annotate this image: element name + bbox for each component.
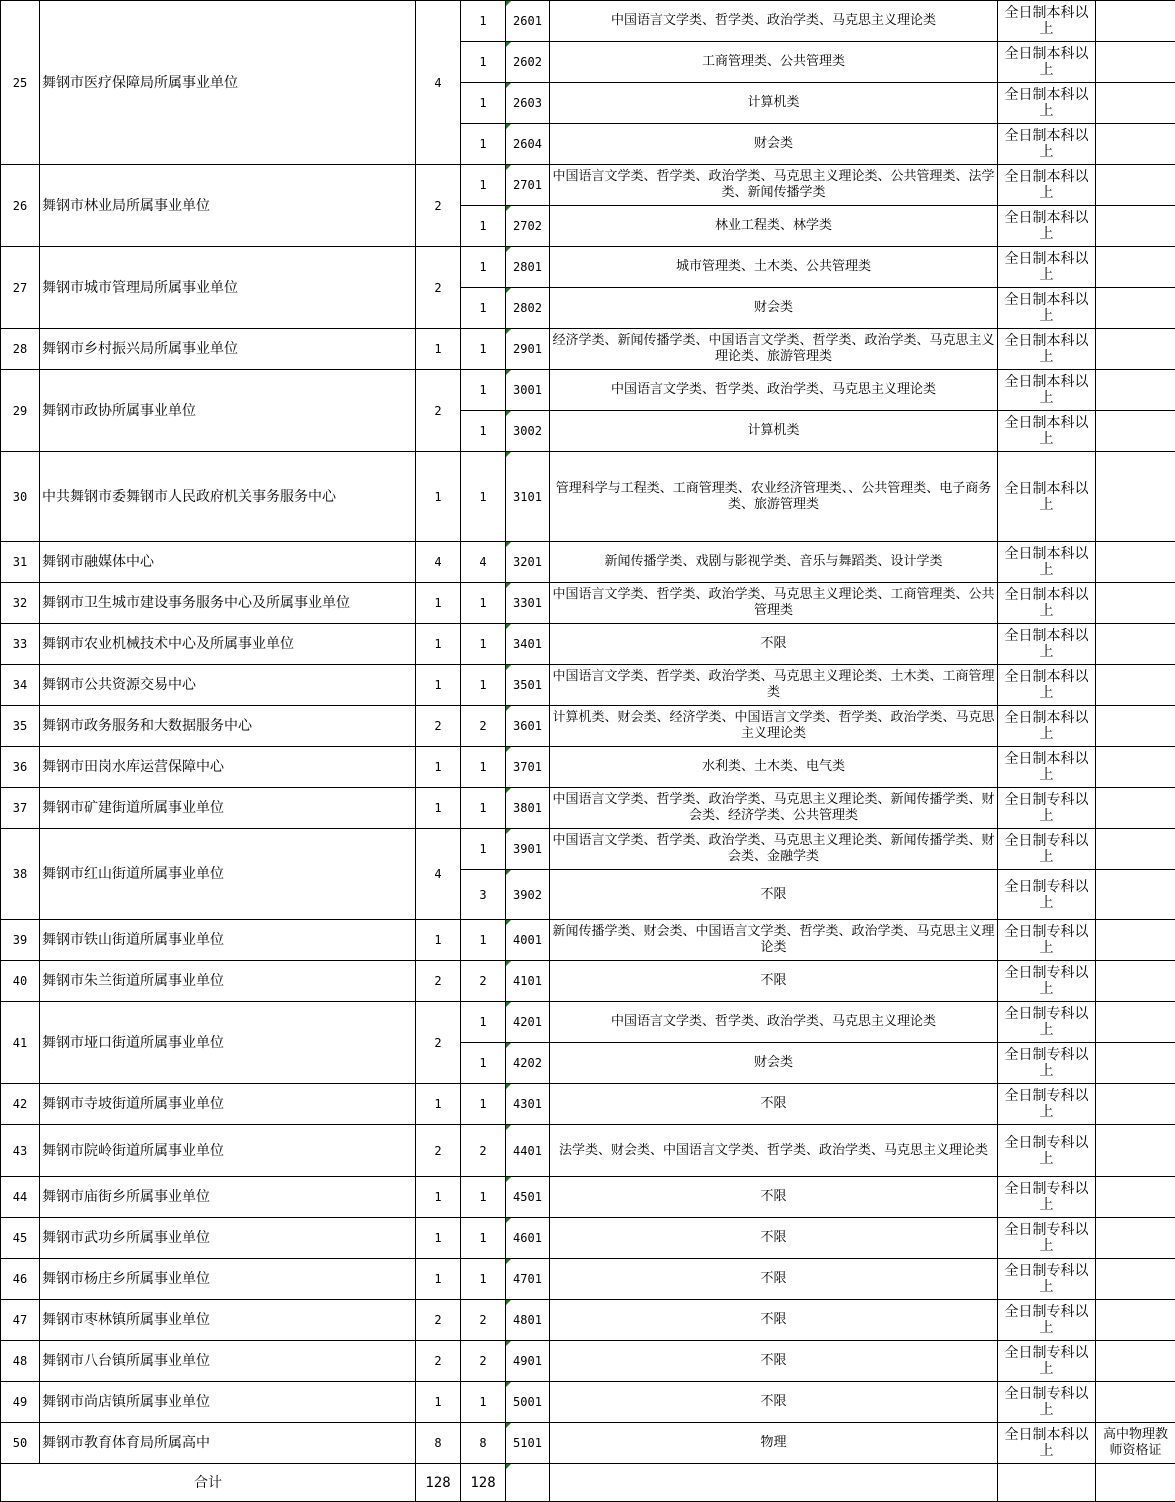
post-note bbox=[1096, 1300, 1175, 1341]
post-count: 1 bbox=[461, 288, 506, 329]
post-note bbox=[1096, 706, 1175, 747]
post-education: 全日制专科以上 bbox=[998, 788, 1096, 829]
unit-total: 1 bbox=[416, 1218, 461, 1259]
post-count: 2 bbox=[461, 961, 506, 1002]
post-note bbox=[1096, 452, 1175, 542]
unit-name: 舞钢市政协所属事业单位 bbox=[40, 370, 416, 452]
post-count: 1 bbox=[461, 411, 506, 452]
post-code: 2901 bbox=[506, 329, 550, 370]
row-number: 38 bbox=[1, 829, 40, 920]
post-education: 全日制专科以上 bbox=[998, 920, 1096, 961]
total-empty-code bbox=[506, 1464, 550, 1502]
post-note bbox=[1096, 583, 1175, 624]
unit-total: 1 bbox=[416, 1177, 461, 1218]
row-number: 40 bbox=[1, 961, 40, 1002]
table-row bbox=[1, 961, 1175, 1002]
post-education: 全日制本科以上 bbox=[998, 583, 1096, 624]
row-number: 30 bbox=[1, 452, 40, 542]
post-note bbox=[1096, 83, 1175, 124]
post-code: 3001 bbox=[506, 370, 550, 411]
table-row bbox=[1, 1259, 1175, 1300]
post-count: 1 bbox=[461, 329, 506, 370]
post-major: 管理科学与工程类、工商管理类、农业经济管理类、、公共管理类、电子商务类、旅游管理类 bbox=[550, 452, 998, 542]
post-education: 全日制专科以上 bbox=[998, 1002, 1096, 1043]
post-note bbox=[1096, 370, 1175, 411]
post-major: 计算机类 bbox=[550, 83, 998, 124]
post-count: 1 bbox=[461, 165, 506, 206]
post-code: 4901 bbox=[506, 1341, 550, 1382]
post-major: 城市管理类、土木类、公共管理类 bbox=[550, 247, 998, 288]
unit-total: 1 bbox=[416, 583, 461, 624]
row-number: 47 bbox=[1, 1300, 40, 1341]
post-major: 中国语言文学类、哲学类、政治学类、马克思主义理论类、新闻传播学类、财会类、经济学类、公共管理类 bbox=[550, 788, 998, 829]
table-row bbox=[1, 1177, 1175, 1218]
unit-total: 2 bbox=[416, 961, 461, 1002]
post-count: 4 bbox=[461, 542, 506, 583]
post-count: 1 bbox=[461, 1259, 506, 1300]
table-row bbox=[1, 706, 1175, 747]
row-number: 26 bbox=[1, 165, 40, 247]
post-count: 1 bbox=[461, 665, 506, 706]
post-count: 1 bbox=[461, 1177, 506, 1218]
total-count: 128 bbox=[461, 1464, 506, 1502]
unit-name: 舞钢市朱兰街道所属事业单位 bbox=[40, 961, 416, 1002]
post-education: 全日制本科以上 bbox=[998, 665, 1096, 706]
row-number: 45 bbox=[1, 1218, 40, 1259]
post-education: 全日制本科以上 bbox=[998, 247, 1096, 288]
post-education: 全日制专科以上 bbox=[998, 1125, 1096, 1177]
unit-total: 2 bbox=[416, 1341, 461, 1382]
post-code: 3401 bbox=[506, 624, 550, 665]
row-number: 32 bbox=[1, 583, 40, 624]
post-major: 林业工程类、林学类 bbox=[550, 206, 998, 247]
post-count: 1 bbox=[461, 1, 506, 42]
post-major: 财会类 bbox=[550, 288, 998, 329]
post-count: 3 bbox=[461, 870, 506, 920]
unit-total: 4 bbox=[416, 1, 461, 165]
post-note bbox=[1096, 829, 1175, 870]
table-row bbox=[1, 165, 1175, 206]
post-note bbox=[1096, 1125, 1175, 1177]
unit-total: 1 bbox=[416, 624, 461, 665]
post-education: 全日制专科以上 bbox=[998, 1259, 1096, 1300]
post-major: 不限 bbox=[550, 1218, 998, 1259]
unit-total: 1 bbox=[416, 920, 461, 961]
unit-total: 2 bbox=[416, 247, 461, 329]
unit-total: 1 bbox=[416, 665, 461, 706]
post-education: 全日制专科以上 bbox=[998, 1084, 1096, 1125]
post-major: 经济学类、新闻传播学类、中国语言文学类、哲学类、政治学类、马克思主义理论类、旅游管理类 bbox=[550, 329, 998, 370]
post-code: 4201 bbox=[506, 1002, 550, 1043]
post-count: 1 bbox=[461, 1002, 506, 1043]
unit-total: 1 bbox=[416, 788, 461, 829]
post-code: 2602 bbox=[506, 42, 550, 83]
post-major: 财会类 bbox=[550, 1043, 998, 1084]
post-count: 1 bbox=[461, 452, 506, 542]
post-education: 全日制本科以上 bbox=[998, 1423, 1096, 1464]
post-major: 不限 bbox=[550, 1341, 998, 1382]
post-note bbox=[1096, 1043, 1175, 1084]
post-note bbox=[1096, 411, 1175, 452]
unit-name: 舞钢市八台镇所属事业单位 bbox=[40, 1341, 416, 1382]
post-education: 全日制本科以上 bbox=[998, 624, 1096, 665]
post-major: 中国语言文学类、哲学类、政治学类、马克思主义理论类 bbox=[550, 370, 998, 411]
post-note bbox=[1096, 788, 1175, 829]
post-code: 4501 bbox=[506, 1177, 550, 1218]
unit-name: 舞钢市政务服务和大数据服务中心 bbox=[40, 706, 416, 747]
post-code: 4001 bbox=[506, 920, 550, 961]
post-count: 1 bbox=[461, 83, 506, 124]
row-number: 33 bbox=[1, 624, 40, 665]
post-education: 全日制本科以上 bbox=[998, 206, 1096, 247]
post-code: 4202 bbox=[506, 1043, 550, 1084]
unit-total: 2 bbox=[416, 370, 461, 452]
row-number: 49 bbox=[1, 1382, 40, 1423]
post-education: 全日制本科以上 bbox=[998, 165, 1096, 206]
post-education: 全日制专科以上 bbox=[998, 829, 1096, 870]
post-count: 2 bbox=[461, 1125, 506, 1177]
post-education: 全日制专科以上 bbox=[998, 1177, 1096, 1218]
table-row bbox=[1, 747, 1175, 788]
unit-name: 舞钢市卫生城市建设事务服务中心及所属事业单位 bbox=[40, 583, 416, 624]
post-major: 不限 bbox=[550, 1259, 998, 1300]
post-note bbox=[1096, 1084, 1175, 1125]
post-code: 2701 bbox=[506, 165, 550, 206]
post-count: 1 bbox=[461, 206, 506, 247]
unit-name: 舞钢市公共资源交易中心 bbox=[40, 665, 416, 706]
table-row bbox=[1, 329, 1175, 370]
post-code: 2702 bbox=[506, 206, 550, 247]
table-row bbox=[1, 1382, 1175, 1423]
row-number: 42 bbox=[1, 1084, 40, 1125]
post-education: 全日制专科以上 bbox=[998, 1382, 1096, 1423]
unit-total: 1 bbox=[416, 747, 461, 788]
post-note bbox=[1096, 870, 1175, 920]
post-count: 1 bbox=[461, 42, 506, 83]
total-row bbox=[1, 1464, 1175, 1502]
post-major: 计算机类、财会类、经济学类、中国语言文学类、哲学类、政治学类、马克思主义理论类 bbox=[550, 706, 998, 747]
post-note bbox=[1096, 1382, 1175, 1423]
post-note: 高中物理教师资格证 bbox=[1096, 1423, 1175, 1464]
post-major: 新闻传播学类、戏剧与影视学类、音乐与舞蹈类、设计学类 bbox=[550, 542, 998, 583]
table-row bbox=[1, 829, 1175, 870]
table-row bbox=[1, 1084, 1175, 1125]
post-count: 1 bbox=[461, 1218, 506, 1259]
table-row bbox=[1, 1125, 1175, 1177]
row-number: 36 bbox=[1, 747, 40, 788]
post-major: 中国语言文学类、哲学类、政治学类、马克思主义理论类 bbox=[550, 1002, 998, 1043]
table-row bbox=[1, 583, 1175, 624]
post-education: 全日制本科以上 bbox=[998, 288, 1096, 329]
unit-name: 中共舞钢市委舞钢市人民政府机关事务服务中心 bbox=[40, 452, 416, 542]
post-code: 2801 bbox=[506, 247, 550, 288]
unit-name: 舞钢市红山街道所属事业单位 bbox=[40, 829, 416, 920]
post-education: 全日制本科以上 bbox=[998, 1, 1096, 42]
post-note bbox=[1096, 206, 1175, 247]
post-note bbox=[1096, 329, 1175, 370]
unit-name: 舞钢市城市管理局所属事业单位 bbox=[40, 247, 416, 329]
post-major: 新闻传播学类、财会类、中国语言文学类、哲学类、政治学类、马克思主义理论类 bbox=[550, 920, 998, 961]
post-count: 2 bbox=[461, 1300, 506, 1341]
post-note bbox=[1096, 920, 1175, 961]
post-note bbox=[1096, 288, 1175, 329]
post-note bbox=[1096, 42, 1175, 83]
unit-name: 舞钢市乡村振兴局所属事业单位 bbox=[40, 329, 416, 370]
post-education: 全日制专科以上 bbox=[998, 1218, 1096, 1259]
post-code: 3701 bbox=[506, 747, 550, 788]
row-number: 48 bbox=[1, 1341, 40, 1382]
post-code: 4101 bbox=[506, 961, 550, 1002]
table-row bbox=[1, 542, 1175, 583]
post-major: 水利类、土木类、电气类 bbox=[550, 747, 998, 788]
unit-total: 1 bbox=[416, 1259, 461, 1300]
post-major: 中国语言文学类、哲学类、政治学类、马克思主义理论类、工商管理类、公共管理类 bbox=[550, 583, 998, 624]
total-empty-major bbox=[550, 1464, 998, 1502]
post-code: 5001 bbox=[506, 1382, 550, 1423]
post-education: 全日制本科以上 bbox=[998, 706, 1096, 747]
table-row bbox=[1, 1, 1175, 42]
post-education: 全日制本科以上 bbox=[998, 542, 1096, 583]
unit-name: 舞钢市林业局所属事业单位 bbox=[40, 165, 416, 247]
unit-total: 2 bbox=[416, 1300, 461, 1341]
post-major: 不限 bbox=[550, 870, 998, 920]
row-number: 41 bbox=[1, 1002, 40, 1084]
post-count: 1 bbox=[461, 747, 506, 788]
table-row bbox=[1, 788, 1175, 829]
post-education: 全日制本科以上 bbox=[998, 42, 1096, 83]
unit-total: 1 bbox=[416, 329, 461, 370]
post-code: 4801 bbox=[506, 1300, 550, 1341]
total-sum: 128 bbox=[416, 1464, 461, 1502]
post-note bbox=[1096, 1177, 1175, 1218]
row-number: 39 bbox=[1, 920, 40, 961]
unit-name: 舞钢市院岭街道所属事业单位 bbox=[40, 1125, 416, 1177]
table-row bbox=[1, 1341, 1175, 1382]
post-major: 中国语言文学类、哲学类、政治学类、马克思主义理论类、新闻传播学类、财会类、金融学类 bbox=[550, 829, 998, 870]
post-note bbox=[1096, 542, 1175, 583]
post-education: 全日制本科以上 bbox=[998, 370, 1096, 411]
post-note bbox=[1096, 1218, 1175, 1259]
post-count: 8 bbox=[461, 1423, 506, 1464]
post-code: 2802 bbox=[506, 288, 550, 329]
post-code: 3201 bbox=[506, 542, 550, 583]
post-code: 3901 bbox=[506, 829, 550, 870]
post-code: 3002 bbox=[506, 411, 550, 452]
table-row bbox=[1, 370, 1175, 411]
unit-total: 1 bbox=[416, 1382, 461, 1423]
row-number: 27 bbox=[1, 247, 40, 329]
unit-total: 2 bbox=[416, 1125, 461, 1177]
post-count: 1 bbox=[461, 788, 506, 829]
row-number: 50 bbox=[1, 1423, 40, 1464]
post-education: 全日制专科以上 bbox=[998, 961, 1096, 1002]
post-education: 全日制本科以上 bbox=[998, 83, 1096, 124]
table-row bbox=[1, 1002, 1175, 1043]
post-major: 物理 bbox=[550, 1423, 998, 1464]
post-code: 3601 bbox=[506, 706, 550, 747]
unit-name: 舞钢市教育体育局所属高中 bbox=[40, 1423, 416, 1464]
post-major: 不限 bbox=[550, 1300, 998, 1341]
unit-name: 舞钢市农业机械技术中心及所属事业单位 bbox=[40, 624, 416, 665]
post-count: 1 bbox=[461, 829, 506, 870]
unit-name: 舞钢市寺坡街道所属事业单位 bbox=[40, 1084, 416, 1125]
post-code: 3301 bbox=[506, 583, 550, 624]
post-note bbox=[1096, 1259, 1175, 1300]
row-number: 25 bbox=[1, 1, 40, 165]
post-code: 5101 bbox=[506, 1423, 550, 1464]
unit-total: 1 bbox=[416, 1084, 461, 1125]
total-empty-note bbox=[1096, 1464, 1175, 1502]
row-number: 37 bbox=[1, 788, 40, 829]
post-code: 4401 bbox=[506, 1125, 550, 1177]
unit-name: 舞钢市庙街乡所属事业单位 bbox=[40, 1177, 416, 1218]
row-number: 34 bbox=[1, 665, 40, 706]
post-count: 1 bbox=[461, 124, 506, 165]
unit-name: 舞钢市杨庄乡所属事业单位 bbox=[40, 1259, 416, 1300]
row-number: 43 bbox=[1, 1125, 40, 1177]
unit-total: 4 bbox=[416, 542, 461, 583]
row-number: 31 bbox=[1, 542, 40, 583]
post-count: 1 bbox=[461, 1043, 506, 1084]
unit-name: 舞钢市垭口街道所属事业单位 bbox=[40, 1002, 416, 1084]
post-count: 1 bbox=[461, 920, 506, 961]
post-note bbox=[1096, 665, 1175, 706]
unit-name: 舞钢市武功乡所属事业单位 bbox=[40, 1218, 416, 1259]
post-count: 2 bbox=[461, 706, 506, 747]
unit-total: 1 bbox=[416, 452, 461, 542]
post-major: 不限 bbox=[550, 961, 998, 1002]
post-note bbox=[1096, 1002, 1175, 1043]
unit-total: 2 bbox=[416, 706, 461, 747]
post-code: 3501 bbox=[506, 665, 550, 706]
total-label: 合计 bbox=[1, 1464, 416, 1502]
unit-name: 舞钢市矿建街道所属事业单位 bbox=[40, 788, 416, 829]
post-note bbox=[1096, 1341, 1175, 1382]
post-education: 全日制本科以上 bbox=[998, 124, 1096, 165]
post-count: 1 bbox=[461, 624, 506, 665]
post-major: 工商管理类、公共管理类 bbox=[550, 42, 998, 83]
post-count: 2 bbox=[461, 1341, 506, 1382]
post-major: 中国语言文学类、哲学类、政治学类、马克思主义理论类 bbox=[550, 1, 998, 42]
row-number: 35 bbox=[1, 706, 40, 747]
row-number: 46 bbox=[1, 1259, 40, 1300]
post-education: 全日制专科以上 bbox=[998, 1300, 1096, 1341]
post-major: 财会类 bbox=[550, 124, 998, 165]
post-education: 全日制专科以上 bbox=[998, 1043, 1096, 1084]
post-code: 2604 bbox=[506, 124, 550, 165]
post-count: 1 bbox=[461, 247, 506, 288]
post-education: 全日制本科以上 bbox=[998, 452, 1096, 542]
table-row bbox=[1, 1423, 1175, 1464]
unit-total: 2 bbox=[416, 1002, 461, 1084]
unit-total: 2 bbox=[416, 165, 461, 247]
unit-name: 舞钢市融媒体中心 bbox=[40, 542, 416, 583]
post-code: 2601 bbox=[506, 1, 550, 42]
post-code: 3902 bbox=[506, 870, 550, 920]
table-row bbox=[1, 624, 1175, 665]
post-major: 中国语言文学类、哲学类、政治学类、马克思主义理论类、公共管理类、法学类、新闻传播学类 bbox=[550, 165, 998, 206]
post-education: 全日制专科以上 bbox=[998, 870, 1096, 920]
post-note bbox=[1096, 624, 1175, 665]
post-code: 4701 bbox=[506, 1259, 550, 1300]
post-code: 4601 bbox=[506, 1218, 550, 1259]
row-number: 28 bbox=[1, 329, 40, 370]
table-row bbox=[1, 247, 1175, 288]
post-code: 3101 bbox=[506, 452, 550, 542]
table-row bbox=[1, 1300, 1175, 1341]
post-note bbox=[1096, 124, 1175, 165]
unit-name: 舞钢市田岗水库运营保障中心 bbox=[40, 747, 416, 788]
unit-name: 舞钢市铁山街道所属事业单位 bbox=[40, 920, 416, 961]
post-education: 全日制本科以上 bbox=[998, 329, 1096, 370]
table-body bbox=[1, 1, 1175, 1502]
row-number: 29 bbox=[1, 370, 40, 452]
table-row bbox=[1, 452, 1175, 542]
row-number: 44 bbox=[1, 1177, 40, 1218]
post-education: 全日制本科以上 bbox=[998, 747, 1096, 788]
post-note bbox=[1096, 747, 1175, 788]
post-count: 1 bbox=[461, 370, 506, 411]
post-major: 不限 bbox=[550, 1084, 998, 1125]
post-major: 计算机类 bbox=[550, 411, 998, 452]
post-education: 全日制本科以上 bbox=[998, 411, 1096, 452]
post-education: 全日制专科以上 bbox=[998, 1341, 1096, 1382]
post-major: 法学类、财会类、中国语言文学类、哲学类、政治学类、马克思主义理论类 bbox=[550, 1125, 998, 1177]
post-note bbox=[1096, 247, 1175, 288]
post-note bbox=[1096, 1, 1175, 42]
post-note bbox=[1096, 165, 1175, 206]
post-count: 1 bbox=[461, 583, 506, 624]
post-major: 不限 bbox=[550, 624, 998, 665]
post-code: 4301 bbox=[506, 1084, 550, 1125]
post-count: 1 bbox=[461, 1382, 506, 1423]
unit-name: 舞钢市尚店镇所属事业单位 bbox=[40, 1382, 416, 1423]
post-count: 1 bbox=[461, 1084, 506, 1125]
unit-name: 舞钢市医疗保障局所属事业单位 bbox=[40, 1, 416, 165]
post-major: 不限 bbox=[550, 1177, 998, 1218]
unit-name: 舞钢市枣林镇所属事业单位 bbox=[40, 1300, 416, 1341]
post-code: 2603 bbox=[506, 83, 550, 124]
post-code: 3801 bbox=[506, 788, 550, 829]
post-major: 不限 bbox=[550, 1382, 998, 1423]
post-major: 中国语言文学类、哲学类、政治学类、马克思主义理论类、土木类、工商管理类 bbox=[550, 665, 998, 706]
total-empty-edu bbox=[998, 1464, 1096, 1502]
unit-total: 4 bbox=[416, 829, 461, 920]
unit-total: 8 bbox=[416, 1423, 461, 1464]
post-note bbox=[1096, 961, 1175, 1002]
table-row bbox=[1, 665, 1175, 706]
table-row bbox=[1, 920, 1175, 961]
table-row bbox=[1, 1218, 1175, 1259]
